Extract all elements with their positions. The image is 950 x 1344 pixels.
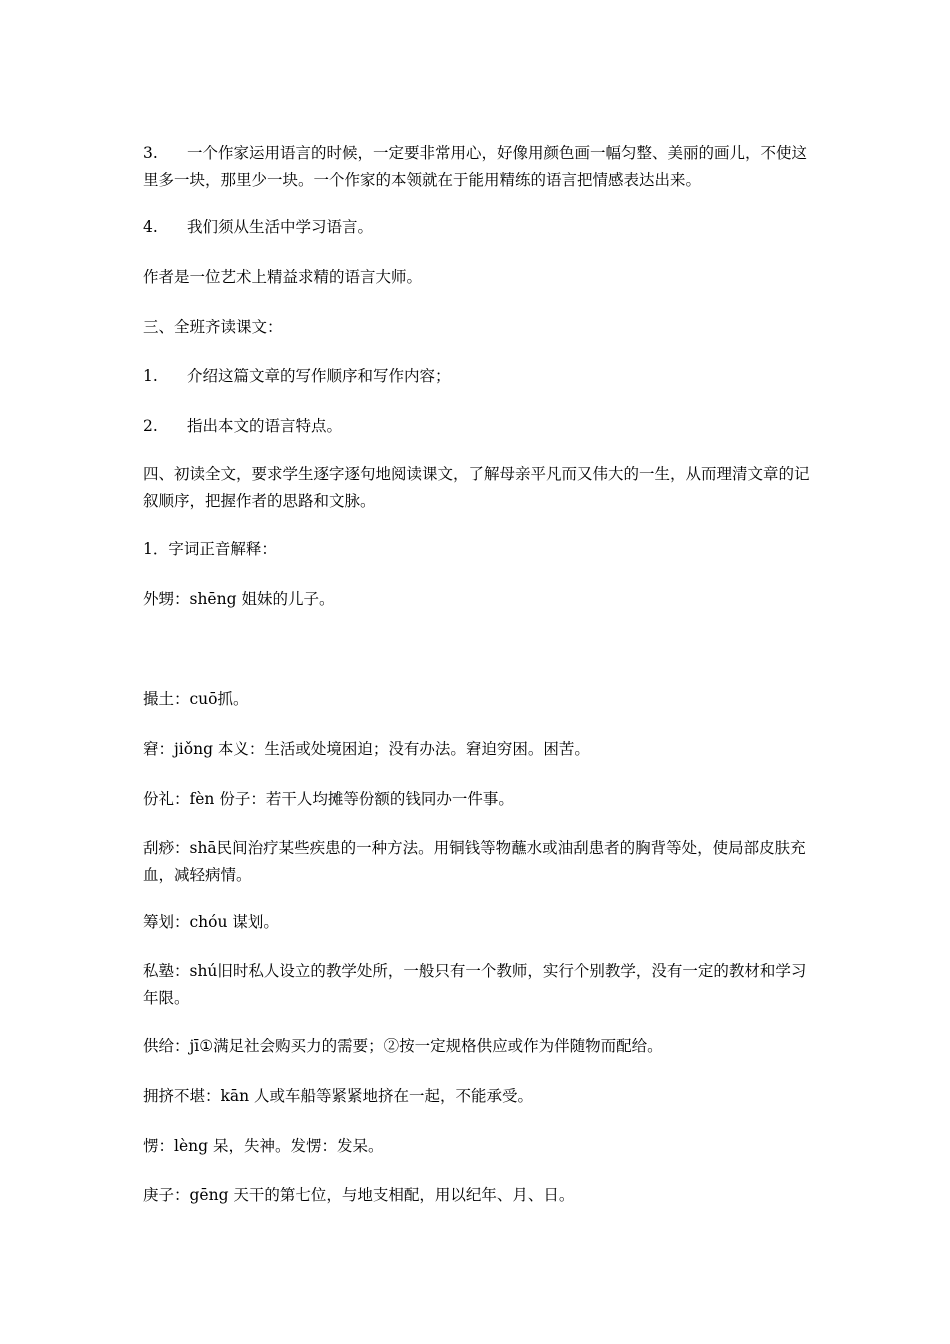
paragraph-text: 愣：lèng 呆，失神。发愣：发呆。 (143, 1137, 384, 1155)
paragraph-text: 我们须从生活中学习语言。 (187, 218, 374, 236)
paragraph-text: 一个作家运用语言的时候，一定要非常用心，好像用颜色画一幅匀整、美丽的画儿，不使这里多一块，那里少一块。一个作家的本领就在于能用精练的语言把情感表达出来。 (143, 144, 808, 189)
paragraph-text: 作者是一位艺术上精益求精的语言大师。 (143, 268, 423, 286)
paragraph (143, 214, 813, 241)
paragraph (143, 140, 813, 194)
section-heading (143, 314, 813, 341)
paragraph-text: 介绍这篇文章的写作顺序和写作内容； (187, 367, 451, 385)
paragraph-text: 份礼：fèn 份子：若干人均摊等份额的钱同办一件事。 (143, 790, 514, 808)
paragraph (143, 363, 813, 390)
section-heading (143, 461, 813, 515)
paragraph-text: 四、初读全文，要求学生逐字逐句地阅读课文，了解母亲平凡而又伟大的一生，从而理清文章的记叙顺序，把握作者的思路和文脉。 (143, 465, 810, 510)
vocab-entry (143, 958, 813, 1012)
paragraph (143, 413, 813, 440)
item-number: 2. (143, 417, 158, 435)
paragraph-text: 三、全班齐读课文： (143, 318, 283, 336)
paragraph-text: 私塾：shú旧时私人设立的教学处所，一般只有一个教师，实行个别教学，没有一定的教材和学习年限。 (143, 962, 807, 1007)
vocab-entry (143, 786, 813, 813)
vocab-entry (143, 909, 813, 936)
paragraph-text: 拥挤不堪：kān 人或车船等紧紧地挤在一起，不能承受。 (143, 1087, 534, 1105)
item-number: 3. (143, 144, 158, 162)
vocab-entry (143, 1083, 813, 1110)
paragraph-text: 庚子：gēng 天干的第七位，与地支相配，用以纪年、月、日。 (143, 1186, 575, 1204)
vocab-entry (143, 835, 813, 889)
paragraph-text: 撮土：cuō抓。 (143, 690, 249, 708)
paragraph (143, 264, 813, 291)
paragraph-text: 外甥：shēng 姐妹的儿子。 (143, 590, 335, 608)
vocab-entry (143, 586, 813, 613)
paragraph-text: 筹划：chóu 谋划。 (143, 913, 279, 931)
paragraph-text: 窘：jiǒng 本义：生活或处境困迫；没有办法。窘迫穷困。困苦。 (143, 740, 590, 758)
paragraph-text: 1．字词正音解释： (143, 540, 277, 558)
item-number: 1. (143, 367, 158, 385)
vocab-entry (143, 736, 813, 763)
vocab-entry (143, 1033, 813, 1060)
vocab-entry (143, 686, 813, 713)
vocab-entry (143, 1182, 813, 1209)
paragraph (143, 536, 813, 563)
vocab-entry (143, 1133, 813, 1160)
paragraph-text: 刮痧：shā民间治疗某些疾患的一种方法。用铜钱等物蘸水或油刮患者的胸背等处，使局部皮肤充血，减轻病情。 (143, 839, 806, 884)
item-number: 4. (143, 218, 158, 236)
paragraph-text: 指出本文的语言特点。 (187, 417, 343, 435)
paragraph-text: 供给：jī①满足社会购买力的需要；②按一定规格供应或作为伴随物而配给。 (143, 1037, 663, 1055)
